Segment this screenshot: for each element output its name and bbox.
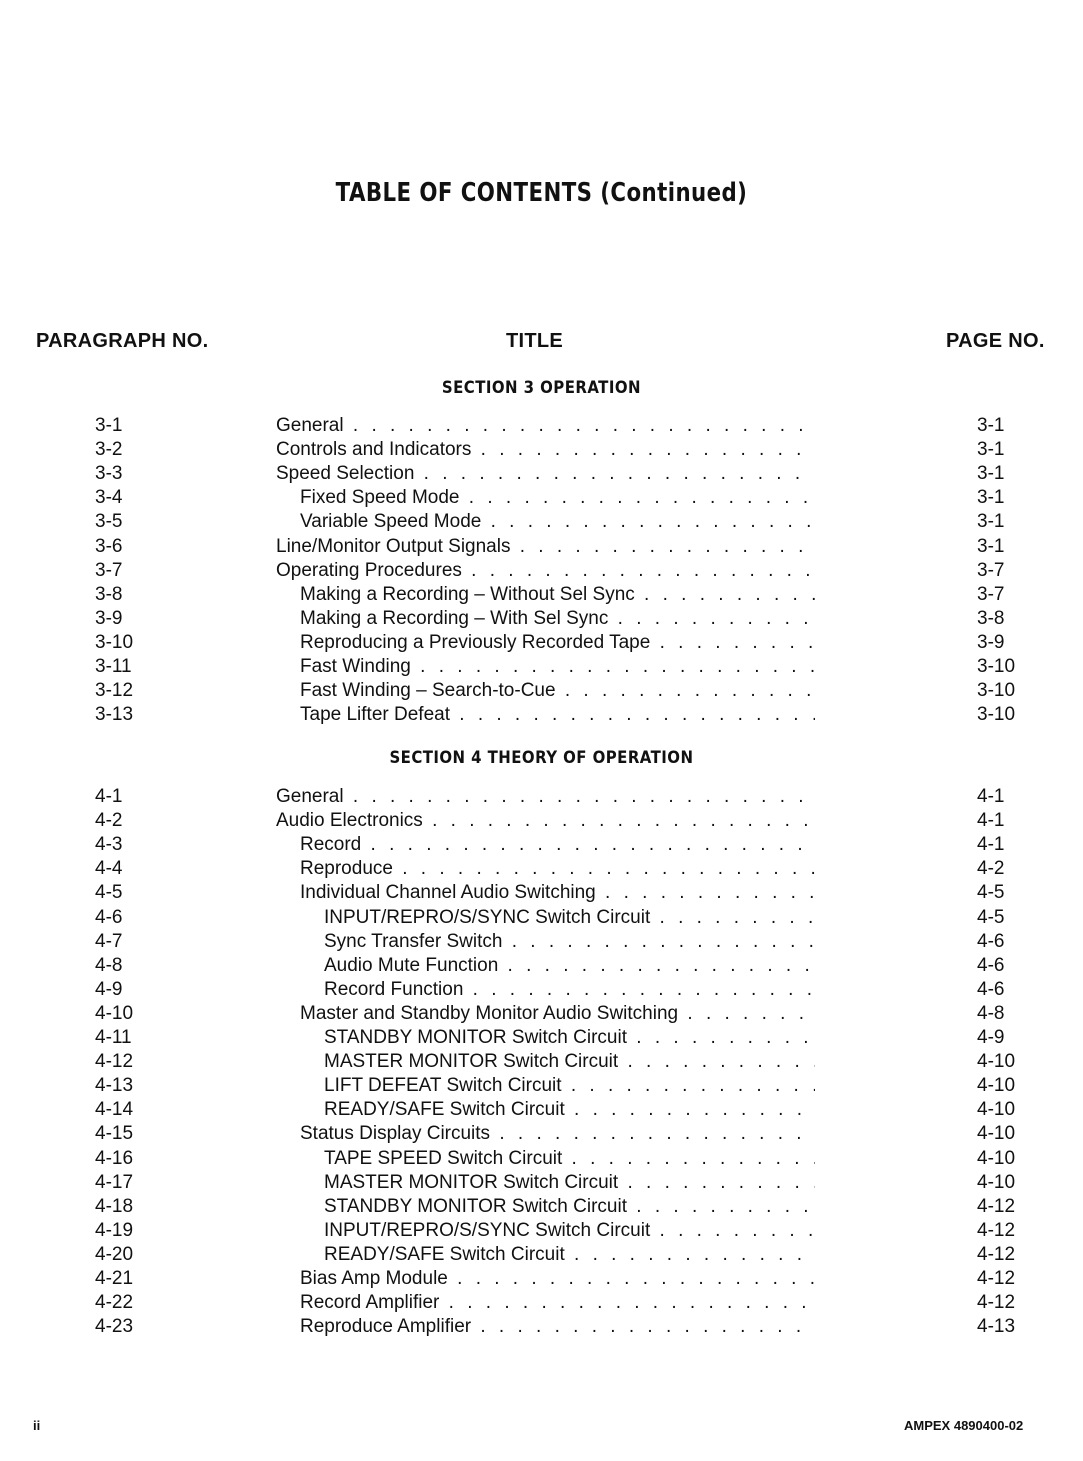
leader-mask bbox=[815, 679, 955, 703]
paragraph-number: 4-17 bbox=[95, 1171, 134, 1193]
paragraph-number: 4-1 bbox=[95, 786, 123, 807]
page-reference: 3-10 bbox=[977, 704, 1016, 726]
entry-title: Making a Recording – With Sel Sync . . . bbox=[300, 607, 840, 631]
entry-title: Line/Monitor Output Signals . . . bbox=[276, 535, 816, 559]
column-header-title: TITLE bbox=[506, 330, 564, 352]
toc-entry bbox=[0, 1050, 1083, 1074]
toc-entry bbox=[0, 414, 1083, 438]
toc-entry bbox=[0, 510, 1083, 534]
entry-title: Tape Lifter Defeat . . . bbox=[300, 703, 840, 727]
paragraph-number: 3-5 bbox=[95, 511, 123, 533]
page-reference: 3-7 bbox=[977, 583, 1005, 605]
entry-title: Making a Recording – Without Sel Sync . . . bbox=[300, 583, 840, 607]
page-reference: 4-8 bbox=[977, 1002, 1005, 1024]
leader-mask bbox=[815, 655, 955, 679]
entry-title: Record . . . bbox=[300, 833, 840, 857]
page-reference: 4-6 bbox=[977, 978, 1005, 1000]
page-reference: 4-13 bbox=[977, 1316, 1016, 1338]
leader-mask bbox=[815, 1315, 955, 1339]
page-reference: 3-1 bbox=[977, 535, 1005, 557]
paragraph-number: 4-12 bbox=[95, 1051, 134, 1073]
page-reference: 3-8 bbox=[977, 607, 1005, 629]
leader-mask bbox=[815, 1098, 955, 1122]
page-reference: 4-12 bbox=[977, 1268, 1016, 1289]
leader-mask bbox=[815, 510, 955, 534]
toc-entry bbox=[0, 1195, 1083, 1219]
toc-entry bbox=[0, 1219, 1083, 1243]
page-reference: 4-10 bbox=[977, 1171, 1016, 1193]
leader-mask bbox=[815, 1171, 955, 1195]
toc-entry bbox=[0, 978, 1083, 1002]
leader-mask bbox=[815, 1219, 955, 1243]
toc-entry bbox=[0, 703, 1083, 727]
paragraph-number: 3-3 bbox=[95, 463, 123, 485]
page-reference: 3-7 bbox=[977, 559, 1005, 581]
entry-title: Record Function . . . bbox=[324, 978, 864, 1002]
entry-title: Operating Procedures . . . bbox=[276, 559, 816, 583]
toc-entry bbox=[0, 607, 1083, 631]
paragraph-number: 4-3 bbox=[95, 834, 123, 856]
entry-title: STANDBY MONITOR Switch Circuit . . . bbox=[324, 1026, 864, 1050]
paragraph-number: 4-18 bbox=[95, 1195, 134, 1217]
paragraph-number: 4-7 bbox=[95, 930, 123, 952]
toc-entry bbox=[0, 438, 1083, 462]
entry-title: Audio Electronics . . . bbox=[276, 809, 816, 833]
entry-title: READY/SAFE Switch Circuit . . . bbox=[324, 1098, 864, 1122]
document-id: AMPEX 4890400-02 bbox=[904, 1418, 1024, 1433]
entry-title: Status Display Circuits . . . bbox=[300, 1122, 840, 1146]
page-reference: 3-9 bbox=[977, 631, 1005, 653]
leader-mask bbox=[815, 1291, 955, 1315]
toc-entry bbox=[0, 833, 1083, 857]
leader-mask bbox=[815, 978, 955, 1002]
entry-title: TAPE SPEED Switch Circuit . . . bbox=[324, 1147, 864, 1171]
toc-entry bbox=[0, 1122, 1083, 1146]
leader-mask bbox=[815, 1243, 955, 1267]
page-reference: 4-1 bbox=[977, 786, 1005, 807]
page-reference: 4-10 bbox=[977, 1099, 1016, 1121]
leader-mask bbox=[815, 631, 955, 655]
paragraph-number: 4-4 bbox=[95, 858, 123, 880]
page-reference: 3-1 bbox=[977, 511, 1005, 533]
leader-mask bbox=[815, 833, 955, 857]
leader-mask bbox=[815, 809, 955, 833]
entry-title: Record Amplifier . . . bbox=[300, 1291, 840, 1315]
entry-title: Variable Speed Mode . . . bbox=[300, 510, 840, 534]
leader-mask bbox=[815, 1147, 955, 1171]
paragraph-number: 4-2 bbox=[95, 810, 123, 832]
column-header-page: PAGE NO. bbox=[946, 330, 1045, 352]
leader-mask bbox=[815, 930, 955, 954]
leader-mask bbox=[815, 414, 955, 438]
leader-mask bbox=[815, 607, 955, 631]
leader-mask bbox=[815, 583, 955, 607]
toc-entry bbox=[0, 1098, 1083, 1122]
page-title: TABLE OF CONTENTS (Continued) bbox=[335, 178, 748, 208]
toc-entry bbox=[0, 857, 1083, 881]
page-reference: 4-12 bbox=[977, 1292, 1016, 1314]
page-reference: 4-10 bbox=[977, 1123, 1016, 1145]
paragraph-number: 4-22 bbox=[95, 1292, 134, 1314]
paragraph-number: 4-5 bbox=[95, 882, 123, 904]
page-reference: 3-1 bbox=[977, 415, 1005, 436]
toc-entry bbox=[0, 1074, 1083, 1098]
leader-mask bbox=[815, 1267, 955, 1291]
toc-entry bbox=[0, 1291, 1083, 1315]
paragraph-number: 3-4 bbox=[95, 487, 123, 509]
entry-title: Individual Channel Audio Switching . . . bbox=[300, 881, 840, 905]
toc-entry bbox=[0, 1267, 1083, 1291]
toc-entry bbox=[0, 1026, 1083, 1050]
paragraph-number: 3-12 bbox=[95, 680, 134, 702]
entry-title: LIFT DEFEAT Switch Circuit . . . bbox=[324, 1074, 864, 1098]
leader-mask bbox=[815, 1050, 955, 1074]
entry-title: MASTER MONITOR Switch Circuit . . . bbox=[324, 1171, 864, 1195]
toc-entry bbox=[0, 559, 1083, 583]
page-reference: 4-10 bbox=[977, 1051, 1016, 1073]
leader-mask bbox=[815, 535, 955, 559]
toc-entry bbox=[0, 1002, 1083, 1026]
page-number: ii bbox=[33, 1418, 41, 1433]
paragraph-number: 3-10 bbox=[95, 631, 134, 653]
toc-entry bbox=[0, 1315, 1083, 1339]
entry-title: Master and Standby Monitor Audio Switching . . . bbox=[300, 1002, 840, 1026]
leader-mask bbox=[815, 559, 955, 583]
entry-title: Bias Amp Module . . . bbox=[300, 1267, 840, 1291]
page-reference: 3-1 bbox=[977, 439, 1005, 461]
paragraph-number: 3-13 bbox=[95, 704, 134, 726]
paragraph-number: 4-6 bbox=[95, 906, 123, 928]
paragraph-number: 3-1 bbox=[95, 415, 123, 436]
paragraph-number: 4-10 bbox=[95, 1002, 134, 1024]
page-reference: 4-6 bbox=[977, 930, 1005, 952]
toc-entry bbox=[0, 906, 1083, 930]
entry-title: Reproducing a Previously Recorded Tape . . . bbox=[300, 631, 840, 655]
entry-title: Sync Transfer Switch . . . bbox=[324, 930, 864, 954]
toc-entry bbox=[0, 1171, 1083, 1195]
paragraph-number: 4-14 bbox=[95, 1099, 134, 1121]
paragraph-number: 3-2 bbox=[95, 439, 123, 461]
entry-title: Controls and Indicators . . . bbox=[276, 438, 816, 462]
entry-title: READY/SAFE Switch Circuit . . . bbox=[324, 1243, 864, 1267]
entry-title: Fixed Speed Mode . . . bbox=[300, 486, 840, 510]
entry-title: Speed Selection . . . bbox=[276, 462, 816, 486]
page-reference: 4-5 bbox=[977, 882, 1005, 904]
toc-entry bbox=[0, 583, 1083, 607]
toc-entry bbox=[0, 631, 1083, 655]
leader-mask bbox=[815, 486, 955, 510]
entry-title: Reproduce Amplifier . . . bbox=[300, 1315, 840, 1339]
leader-mask bbox=[815, 1122, 955, 1146]
leader-mask bbox=[815, 906, 955, 930]
paragraph-number: 4-8 bbox=[95, 954, 123, 976]
page-reference: 4-10 bbox=[977, 1075, 1016, 1097]
paragraph-number: 4-21 bbox=[95, 1268, 134, 1289]
entry-title: MASTER MONITOR Switch Circuit . . . bbox=[324, 1050, 864, 1074]
page-reference: 4-10 bbox=[977, 1147, 1016, 1169]
leader-mask bbox=[815, 1074, 955, 1098]
page-reference: 4-12 bbox=[977, 1243, 1016, 1265]
column-header-paragraph: PARAGRAPH NO. bbox=[36, 330, 209, 352]
page-reference: 4-2 bbox=[977, 858, 1005, 880]
leader-mask bbox=[815, 438, 955, 462]
paragraph-number: 3-11 bbox=[95, 656, 132, 677]
paragraph-number: 4-19 bbox=[95, 1219, 134, 1241]
paragraph-number: 4-9 bbox=[95, 978, 123, 1000]
toc-entry bbox=[0, 785, 1083, 809]
section-heading: SECTION 3 OPERATION bbox=[441, 378, 641, 398]
paragraph-number: 4-11 bbox=[95, 1027, 132, 1048]
entry-title: General . . . bbox=[276, 785, 816, 809]
paragraph-number: 3-6 bbox=[95, 535, 123, 557]
page-reference: 3-10 bbox=[977, 680, 1016, 702]
leader-mask bbox=[815, 954, 955, 978]
leader-mask bbox=[815, 1002, 955, 1026]
leader-mask bbox=[815, 1026, 955, 1050]
page-reference: 4-12 bbox=[977, 1219, 1016, 1241]
page-reference: 3-10 bbox=[977, 656, 1016, 677]
entry-title: Fast Winding – Search-to-Cue . . . bbox=[300, 679, 840, 703]
entry-title: STANDBY MONITOR Switch Circuit . . . bbox=[324, 1195, 864, 1219]
paragraph-number: 4-23 bbox=[95, 1316, 134, 1338]
entry-title: General . . . bbox=[276, 414, 816, 438]
toc-entry bbox=[0, 809, 1083, 833]
toc-entry bbox=[0, 881, 1083, 905]
page-reference: 4-6 bbox=[977, 954, 1005, 976]
page-reference: 4-12 bbox=[977, 1195, 1016, 1217]
leader-mask bbox=[815, 1195, 955, 1219]
paragraph-number: 3-8 bbox=[95, 583, 123, 605]
section-heading: SECTION 4 THEORY OF OPERATION bbox=[389, 748, 694, 768]
entry-title: Fast Winding . . . bbox=[300, 655, 840, 679]
page-reference: 4-9 bbox=[977, 1027, 1005, 1048]
toc-entry bbox=[0, 954, 1083, 978]
toc-entry bbox=[0, 1147, 1083, 1171]
toc-entry bbox=[0, 679, 1083, 703]
page-reference: 4-1 bbox=[977, 810, 1005, 832]
paragraph-number: 4-15 bbox=[95, 1123, 134, 1145]
toc-entry bbox=[0, 930, 1083, 954]
leader-mask bbox=[815, 857, 955, 881]
toc-entry bbox=[0, 655, 1083, 679]
paragraph-number: 3-7 bbox=[95, 559, 123, 581]
entry-title: INPUT/REPRO/S/SYNC Switch Circuit . . . bbox=[324, 1219, 864, 1243]
leader-mask bbox=[815, 785, 955, 809]
toc-entry bbox=[0, 1243, 1083, 1267]
entry-title: INPUT/REPRO/S/SYNC Switch Circuit . . . bbox=[324, 906, 864, 930]
page-reference: 3-1 bbox=[977, 487, 1005, 509]
leader-mask bbox=[815, 703, 955, 727]
toc-entry bbox=[0, 462, 1083, 486]
entry-title: Reproduce . . . bbox=[300, 857, 840, 881]
paragraph-number: 3-9 bbox=[95, 607, 123, 629]
page-reference: 4-5 bbox=[977, 906, 1005, 928]
leader-mask bbox=[815, 462, 955, 486]
paragraph-number: 4-20 bbox=[95, 1243, 134, 1265]
toc-entry bbox=[0, 486, 1083, 510]
page-reference: 4-1 bbox=[977, 834, 1005, 856]
toc-entry bbox=[0, 535, 1083, 559]
paragraph-number: 4-16 bbox=[95, 1147, 134, 1169]
entry-title: Audio Mute Function . . . bbox=[324, 954, 864, 978]
leader-mask bbox=[815, 881, 955, 905]
paragraph-number: 4-13 bbox=[95, 1075, 134, 1097]
page-reference: 3-1 bbox=[977, 463, 1005, 485]
